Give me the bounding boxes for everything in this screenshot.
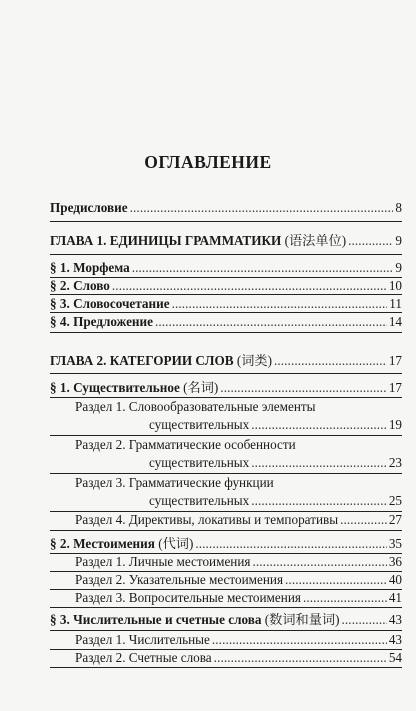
toc-entry-s2-razdel-3[interactable] [75, 590, 402, 605]
toc-chinese: (数词和量词) [264, 612, 340, 627]
toc-title: Раздел 2. Указательные местоимения [75, 572, 284, 587]
toc-page: 11 [389, 296, 402, 311]
toc-title: Раздел 1. Личные местоимения [75, 554, 251, 569]
toc-entry-razdel-3-line1[interactable]: Раздел 3. Грамматические функции [75, 475, 274, 490]
toc-entry-s3-razdel-2[interactable] [75, 650, 402, 665]
toc-page: 8 [395, 200, 402, 215]
leader-dots [342, 612, 387, 627]
divider [50, 530, 402, 531]
toc-title: § 1. Существительное [50, 380, 180, 395]
divider [50, 607, 402, 608]
toc-page: 40 [388, 572, 402, 587]
toc-page: 36 [388, 554, 402, 569]
toc-entry-chapter-1[interactable] [50, 233, 402, 248]
toc-entry-ch1-s3[interactable] [50, 296, 402, 311]
toc-entry-razdel-2-line2[interactable] [149, 455, 402, 470]
toc-entry-s3-razdel-1[interactable] [75, 632, 402, 647]
toc-page: 9 [395, 233, 402, 248]
toc-page: 17 [388, 353, 402, 368]
toc-chinese: (词类) [236, 353, 272, 368]
toc-chinese: (名词) [183, 380, 219, 395]
toc-title: существительных [149, 455, 250, 470]
leader-dots [130, 200, 394, 215]
toc-title: § 2. Слово [50, 278, 110, 293]
toc-page: 27 [388, 512, 402, 527]
toc-entry-razdel-3-line2[interactable] [149, 493, 402, 508]
toc-title: Раздел 3. Вопросительные местоимения [75, 590, 301, 605]
toc-entry-s2-razdel-1[interactable] [75, 554, 402, 569]
toc-entry-ch1-s1[interactable] [50, 260, 402, 275]
toc-title: Предисловие [50, 200, 128, 215]
toc-title: § 4. Предложение [50, 314, 153, 329]
toc-entry-ch2-s1[interactable] [50, 380, 402, 395]
leader-dots [220, 380, 387, 395]
toc-page: 17 [388, 380, 402, 395]
toc-title: Раздел 2. Счетные слова [75, 650, 212, 665]
leader-dots [132, 260, 394, 275]
toc-entry-ch1-s4[interactable] [50, 314, 402, 329]
toc-title: § 1. Морфема [50, 260, 130, 275]
toc-page: 23 [388, 455, 402, 470]
toc-entry-razdel-2-line1[interactable]: Раздел 2. Грамматические особенности [75, 437, 296, 452]
leader-dots [214, 650, 387, 665]
toc-page: 14 [388, 314, 402, 329]
divider [50, 373, 402, 374]
toc-entry-preface[interactable] [50, 200, 402, 215]
leader-dots [251, 417, 387, 432]
toc-entry-razdel-4[interactable] [75, 512, 402, 527]
toc-title: § 2. Местоимения [50, 536, 155, 551]
leader-dots [172, 296, 388, 311]
leader-dots [195, 536, 386, 551]
toc-entry-s2-razdel-2[interactable] [75, 572, 402, 587]
leader-dots [285, 572, 387, 587]
toc-title: ГЛАВА 2. КАТЕГОРИИ СЛОВ [50, 353, 234, 368]
page-title: ОГЛАВЛЕНИЕ [144, 152, 272, 172]
leader-dots [253, 554, 387, 569]
leader-dots [274, 353, 387, 368]
toc-title: § 3. Словосочетание [50, 296, 170, 311]
toc-entry-razdel-1-line1[interactable]: Раздел 1. Словообразовательные элементы [75, 399, 316, 414]
toc-entry-ch2-s3[interactable] [50, 612, 402, 627]
toc-title: Раздел 4. Директивы, локативы и темпоративы [75, 512, 339, 527]
toc-title: Раздел 1. Числительные [75, 632, 210, 647]
toc-entry-chapter-2[interactable] [50, 353, 402, 368]
toc-entry-ch2-s2[interactable] [50, 536, 402, 551]
toc-page: 25 [388, 493, 402, 508]
toc-page: 9 [395, 260, 402, 275]
leader-dots [303, 590, 387, 605]
toc-chinese: (语法单位) [284, 233, 347, 248]
toc-title: ГЛАВА 1. ЕДИНИЦЫ ГРАММАТИКИ [50, 233, 282, 248]
leader-dots [348, 233, 393, 248]
toc-page: 43 [388, 632, 402, 647]
leader-dots [251, 493, 387, 508]
toc-title: § 3. Числительные и счетные слова [50, 612, 262, 627]
leader-dots [155, 314, 387, 329]
toc-entry-razdel-1-line2[interactable] [149, 417, 402, 432]
divider [50, 667, 402, 668]
toc-page: 10 [388, 278, 402, 293]
toc-page: 43 [388, 612, 402, 627]
toc-chinese: (代词) [158, 536, 194, 551]
toc-page: 19 [388, 417, 402, 432]
toc-title: существительных [149, 417, 250, 432]
toc-page: 35 [388, 536, 402, 551]
divider [50, 254, 402, 255]
toc-title: существительных [149, 493, 250, 508]
toc-entry-ch1-s2[interactable] [50, 278, 402, 293]
toc-page: 54 [388, 650, 402, 665]
leader-dots [212, 632, 387, 647]
divider [50, 332, 402, 333]
leader-dots [340, 512, 387, 527]
toc-page: 41 [388, 590, 402, 605]
divider [50, 221, 402, 222]
leader-dots [251, 455, 387, 470]
leader-dots [112, 278, 387, 293]
